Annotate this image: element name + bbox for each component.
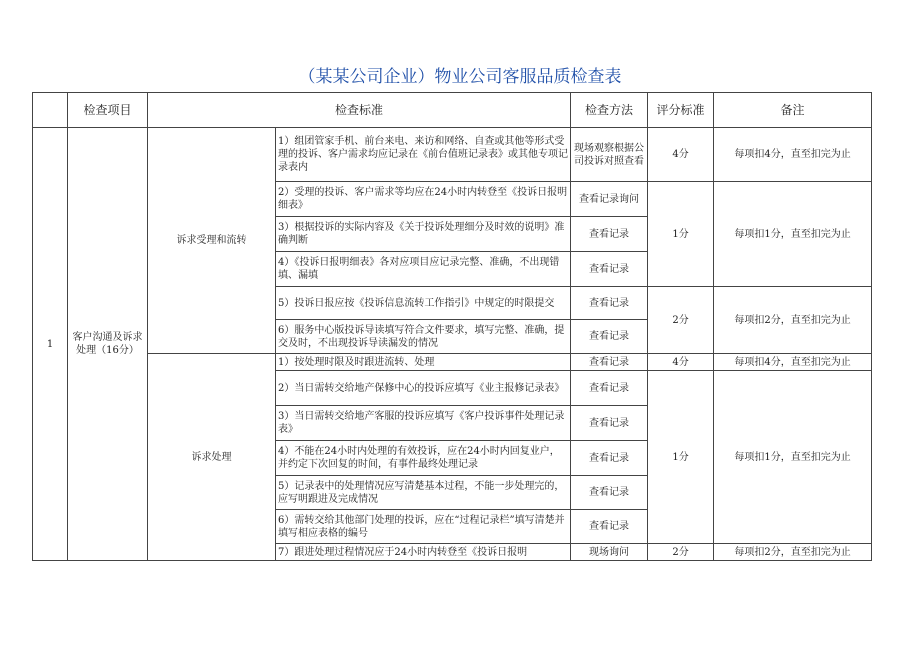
header-item: 检查项目	[68, 93, 148, 128]
header-score: 评分标准	[648, 93, 714, 128]
group-name: 诉求受理和流转	[148, 128, 276, 354]
remark-cell: 每项扣1分，直至扣完为止	[714, 371, 872, 544]
remark-cell: 每项扣2分，直至扣完为止	[714, 287, 872, 354]
section-item: 客户沟通及诉求处理（16分）	[68, 128, 148, 561]
score-cell: 2分	[648, 544, 714, 561]
score-cell: 1分	[648, 371, 714, 544]
method-cell: 查看记录	[571, 217, 648, 252]
method-cell: 查看记录	[571, 371, 648, 406]
header-row	[33, 93, 872, 128]
page-title: （某某公司企业）物业公司客服品质检查表	[298, 67, 622, 87]
remark-cell: 每项扣1分，直至扣完为止	[714, 182, 872, 287]
standard-cell: 6）需转交给其他部门处理的投诉，应在“过程记录栏”填写清楚并填写相应表格的编号	[276, 510, 571, 544]
remark-cell: 每项扣4分，直至扣完为止	[714, 354, 872, 371]
method-cell: 查看记录	[571, 252, 648, 287]
method-cell: 查看记录	[571, 441, 648, 476]
remark-cell: 每项扣2分，直至扣完为止	[714, 544, 872, 561]
method-cell: 查看记录	[571, 476, 648, 510]
remark-cell: 每项扣4分，直至扣完为止	[714, 128, 872, 182]
method-cell: 查看记录	[571, 406, 648, 441]
standard-cell: 5）记录表中的处理情况应写清楚基本过程，不能一步处理完的，应写明跟进及完成情况	[276, 476, 571, 510]
method-cell: 查看记录询问	[571, 182, 648, 217]
header-remark: 备注	[714, 93, 872, 128]
header-method: 检查方法	[571, 93, 648, 128]
table-row	[33, 128, 872, 182]
header-no	[33, 93, 68, 128]
standard-cell: 6）服务中心版投诉导读填写符合文件要求，填写完整、准确，提交及时，不出现投诉导读漏发的情况	[276, 320, 571, 354]
table-row	[33, 354, 872, 371]
standard-cell: 1）组团管家手机、前台来电、来访和网络、自查或其他等形式受理的投诉、客户需求均应记录在《前台值班记录表》或其他专项记录表内	[276, 128, 571, 182]
section-no: 1	[33, 128, 68, 561]
standard-cell: 3）当日需转交给地产客服的投诉应填写《客户投诉事件处理记录表》	[276, 406, 571, 441]
score-cell: 1分	[648, 182, 714, 287]
standard-cell: 2）受理的投诉、客户需求等均应在24小时内转登至《投诉日报明细表》	[276, 182, 571, 217]
inspection-table	[32, 92, 872, 561]
method-cell: 查看记录	[571, 510, 648, 544]
score-cell: 4分	[648, 354, 714, 371]
standard-cell: 1）按处理时限及时跟进流转、处理	[276, 354, 571, 371]
method-cell: 查看记录	[571, 354, 648, 371]
method-cell: 现场观察根据公司投诉对照查看	[571, 128, 648, 182]
standard-cell: 4）不能在24小时内处理的有效投诉，应在24小时内回复业户，并约定下次回复的时间，有事件最终处理记录	[276, 441, 571, 476]
standard-cell: 3）根据投诉的实际内容及《关于投诉处理细分及时效的说明》准确判断	[276, 217, 571, 252]
header-standard: 检查标准	[148, 93, 571, 128]
group-name: 诉求处理	[148, 354, 276, 561]
score-cell: 4分	[648, 128, 714, 182]
method-cell: 查看记录	[571, 320, 648, 354]
method-cell: 现场询问	[571, 544, 648, 561]
method-cell: 查看记录	[571, 287, 648, 320]
score-cell: 2分	[648, 287, 714, 354]
standard-cell: 4）《投诉日报明细表》各对应项目应记录完整、准确，不出现错填、漏填	[276, 252, 571, 287]
standard-cell: 2）当日需转交给地产保修中心的投诉应填写《业主报修记录表》	[276, 371, 571, 406]
standard-cell: 7）跟进处理过程情况应于24小时内转登至《投诉日报明	[276, 544, 571, 561]
standard-cell: 5）投诉日报应按《投诉信息流转工作指引》中规定的时限提交	[276, 287, 571, 320]
